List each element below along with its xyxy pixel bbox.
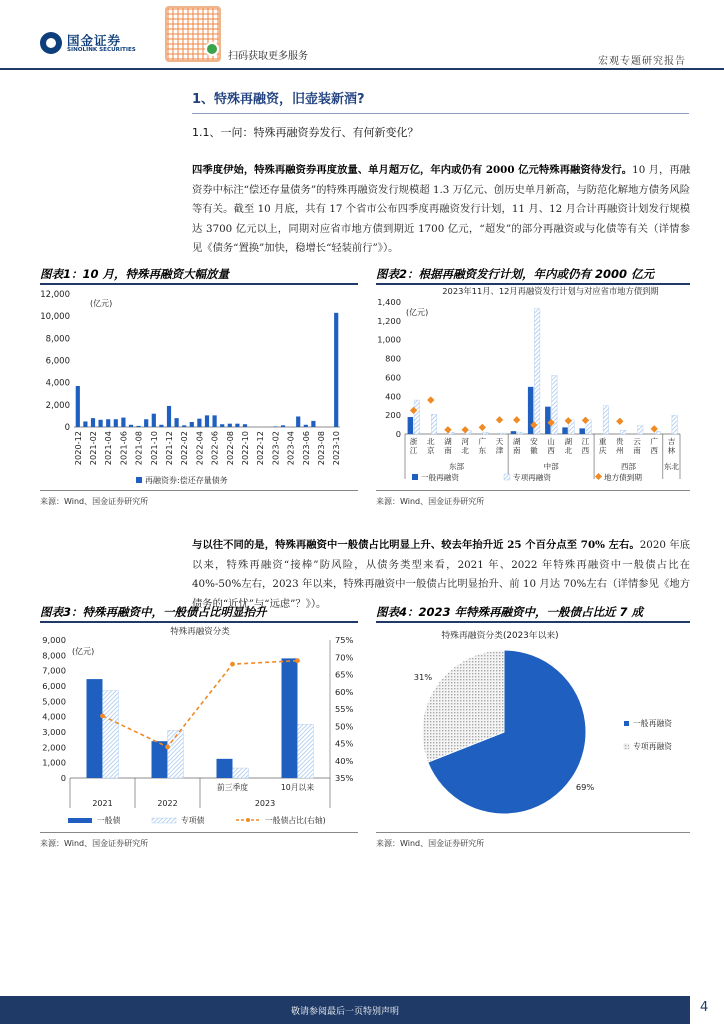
body-paragraph-2 bbox=[192, 536, 690, 614]
bar-special bbox=[534, 309, 540, 434]
report-type-label: 宏观专题研究报告 bbox=[598, 56, 686, 67]
x-tick-label: 2021-12 bbox=[164, 431, 174, 466]
y2-tick-label: 45% bbox=[335, 738, 354, 749]
bar bbox=[175, 418, 179, 427]
y-tick-label: 8,000 bbox=[42, 650, 66, 661]
legend-label: 一般债 bbox=[97, 816, 121, 825]
legend-label: 地方债到期 bbox=[604, 473, 642, 482]
bar bbox=[106, 419, 110, 427]
x-tick-label: 河 bbox=[461, 437, 469, 446]
y2-tick-label: 50% bbox=[335, 721, 354, 732]
body-paragraph-1 bbox=[192, 161, 690, 259]
subsection-title: 1.1、一问：特殊再融资券发行、有何新变化？ bbox=[192, 126, 419, 139]
bar-special bbox=[655, 431, 661, 434]
group-label: 2023 bbox=[254, 799, 276, 808]
company-logo bbox=[40, 30, 150, 56]
logo-text-en: SINOLINK SECURITIES bbox=[67, 47, 136, 53]
region-label: 东北 bbox=[663, 462, 679, 471]
x-tick-label: 西 bbox=[581, 446, 590, 455]
x-tick-label: 2022-04 bbox=[194, 431, 205, 466]
bar-general bbox=[282, 658, 298, 778]
point-general-share bbox=[165, 745, 170, 750]
bar bbox=[243, 424, 247, 427]
y-tick-label: 1,200 bbox=[377, 315, 401, 326]
section-title: 1、特殊再融资，旧壶装新酒? bbox=[192, 92, 365, 107]
y-tick-label: 4,000 bbox=[42, 711, 66, 722]
figure-3-title: 图表3：特殊再融资中，一般债占比明显抬升 bbox=[40, 605, 267, 619]
x-tick-label: 2021-08 bbox=[133, 431, 144, 466]
bar-general bbox=[545, 407, 551, 434]
y-tick-label: 6,000 bbox=[45, 356, 70, 367]
paragraph-lead: 四季度伊始，特殊再融资券再度放量、单月超万亿，年内或仍有 2000 亿元特殊再融资待发行。 bbox=[192, 164, 633, 176]
bar-special bbox=[103, 691, 119, 778]
x-tick-label: 2023-04 bbox=[285, 431, 296, 466]
bar-special bbox=[672, 415, 678, 434]
y-tick-label: 1,400 bbox=[377, 297, 401, 307]
x-tick-label: 贵 bbox=[616, 437, 624, 446]
bar-special bbox=[552, 376, 558, 434]
wechat-badge-icon bbox=[205, 42, 219, 56]
point-general-share bbox=[295, 658, 300, 663]
legend-label: 专项再融资 bbox=[633, 742, 672, 751]
page-header bbox=[0, 0, 724, 72]
y-tick-label: 9,000 bbox=[42, 635, 66, 645]
legend-label: 专项债 bbox=[181, 816, 205, 825]
y-tick-label: 0 bbox=[64, 423, 70, 433]
y-tick-label: 6,000 bbox=[42, 681, 66, 691]
point-general-share bbox=[230, 662, 235, 667]
bar bbox=[228, 424, 232, 427]
y-tick-label: 400 bbox=[385, 391, 401, 402]
bar bbox=[190, 422, 194, 427]
logo-text-cn: 国金证券 bbox=[67, 33, 122, 48]
y-tick-label: 0 bbox=[60, 773, 66, 783]
y-tick-label: 2,000 bbox=[42, 742, 66, 753]
marker-maturity bbox=[427, 396, 434, 403]
x-tick-label: 云 bbox=[633, 437, 641, 446]
x-tick-label: 2020-12 bbox=[72, 431, 83, 466]
x-tick-label: 北 bbox=[426, 437, 435, 446]
y-tick-label: 800 bbox=[385, 353, 401, 364]
bar bbox=[304, 425, 308, 427]
bar bbox=[311, 421, 315, 427]
legend-swatch-general bbox=[68, 818, 92, 823]
figure-2-bottom-rule bbox=[376, 490, 690, 491]
x-tick-label: 2023-02 bbox=[270, 431, 281, 466]
x-tick-label: 江 bbox=[581, 437, 590, 446]
bar bbox=[144, 419, 148, 427]
x-tick-label: 2022-06 bbox=[209, 431, 220, 466]
x-tick-label: 南 bbox=[512, 446, 521, 455]
x-tick-label: 东 bbox=[478, 446, 487, 455]
bar bbox=[114, 419, 118, 427]
x-tick-label: 州 bbox=[616, 446, 624, 455]
legend-swatch bbox=[136, 477, 142, 483]
bar bbox=[281, 425, 285, 427]
legend-swatch-special bbox=[504, 474, 510, 480]
bar bbox=[197, 419, 201, 427]
y-tick-label: 2,000 bbox=[45, 400, 70, 411]
paragraph-body: 2020 年底以来，特殊再融资“接棒”防风险，从债务类型来看，2021 年、2022 年特殊再融资中一般债占比在 40%-50%左右，2023 年以来，特殊再融资中一般债占比明显抬升、前 10 月达 70%左右（详情参见《地方债务的“近忧”与“远虑”？》）。 bbox=[192, 539, 690, 610]
x-tick-label: 吉 bbox=[667, 437, 676, 446]
y-axis-label: (亿元) bbox=[406, 308, 429, 317]
bar-general bbox=[408, 417, 414, 434]
bar bbox=[129, 425, 133, 427]
bar bbox=[213, 415, 217, 427]
x-tick-label: 2021-02 bbox=[88, 431, 98, 466]
bar bbox=[76, 386, 80, 427]
bar-general bbox=[87, 679, 103, 778]
x-tick-label: 庆 bbox=[598, 446, 607, 455]
bar-general bbox=[511, 431, 517, 434]
bar bbox=[99, 420, 103, 427]
section-divider bbox=[192, 113, 689, 114]
x-tick-label: 2023-08 bbox=[316, 431, 326, 466]
footer-disclaimer: 敬请参阅最后一页特别声明 bbox=[290, 1007, 399, 1017]
bar-special bbox=[483, 432, 489, 434]
y-tick-label: 1,000 bbox=[377, 334, 401, 345]
chart-1-special-refinancing-monthly bbox=[40, 284, 360, 489]
legend-label: 一般再融资 bbox=[421, 473, 459, 482]
bar-general bbox=[562, 427, 568, 434]
bar-special bbox=[448, 432, 454, 434]
group-label: 2022 bbox=[157, 799, 178, 808]
y2-tick-label: 55% bbox=[335, 704, 354, 714]
bar bbox=[152, 414, 156, 427]
legend-label: 一般再融资 bbox=[633, 719, 672, 728]
bar-special bbox=[233, 768, 249, 778]
x-tick-label: 湖 bbox=[512, 437, 521, 446]
bar-general bbox=[579, 428, 585, 434]
marker-maturity bbox=[513, 416, 520, 423]
x-tick-label: 江 bbox=[409, 446, 418, 455]
y-tick-label: 12,000 bbox=[40, 290, 70, 300]
bar bbox=[235, 424, 239, 427]
y2-tick-label: 70% bbox=[335, 652, 354, 663]
chart-title: 特殊再融资分类 bbox=[170, 627, 230, 637]
point-general-share bbox=[100, 714, 105, 719]
x-tick-label: 安 bbox=[530, 437, 538, 446]
region-label: 西部 bbox=[620, 462, 637, 471]
x-tick-label: 津 bbox=[495, 446, 504, 455]
y-tick-label: 3,000 bbox=[42, 727, 66, 737]
x-tick-label: 10月以来 bbox=[280, 783, 315, 792]
x-tick-label: 2022-02 bbox=[179, 431, 190, 466]
line-general-share bbox=[103, 661, 298, 747]
x-tick-label: 西 bbox=[650, 446, 659, 455]
y-tick-label: 8,000 bbox=[45, 334, 70, 345]
figure-3-source: 来源：Wind、国金证券研究所 bbox=[40, 839, 149, 848]
bar bbox=[167, 406, 171, 427]
y2-tick-label: 65% bbox=[335, 669, 354, 680]
header-divider bbox=[0, 68, 724, 70]
x-tick-label: 京 bbox=[426, 446, 435, 455]
group-label: 2021 bbox=[92, 799, 113, 808]
x-tick-label: 2021-04 bbox=[103, 431, 114, 466]
x-tick-label: 2023-10 bbox=[331, 431, 342, 466]
x-tick-label: 浙 bbox=[409, 437, 418, 446]
x-tick-label: 湖 bbox=[444, 437, 452, 446]
y-tick-label: 4,000 bbox=[45, 378, 70, 389]
x-tick-label: 2022-08 bbox=[224, 431, 235, 466]
legend-label: 一般债占比(右轴) bbox=[265, 816, 326, 825]
x-tick-label: 2021-10 bbox=[148, 431, 159, 466]
x-tick-label: 天 bbox=[495, 437, 504, 446]
bar-special bbox=[620, 430, 626, 434]
bar-special bbox=[431, 414, 437, 434]
x-tick-label: 西 bbox=[547, 446, 555, 455]
legend-swatch-maturity bbox=[595, 473, 602, 480]
figure-4-title: 图表4：2023 年特殊再融资中，一般债占比近 7 成 bbox=[376, 605, 644, 619]
x-tick-label: 北 bbox=[564, 446, 573, 455]
figure-4-bottom-rule bbox=[376, 832, 690, 833]
y2-tick-label: 75% bbox=[335, 635, 354, 645]
region-label: 东部 bbox=[448, 462, 465, 471]
y-tick-label: 10,000 bbox=[40, 312, 70, 323]
x-tick-label: 林 bbox=[667, 446, 676, 455]
y2-tick-label: 60% bbox=[335, 686, 354, 697]
x-tick-label: 南 bbox=[633, 446, 641, 455]
x-tick-label: 湖 bbox=[564, 437, 573, 446]
y-tick-label: 200 bbox=[385, 410, 401, 421]
y-tick-label: 1,000 bbox=[42, 757, 66, 768]
x-tick-label: 前三季度 bbox=[216, 783, 249, 792]
qr-caption: 扫码获取更多服务 bbox=[228, 51, 308, 62]
bar-special bbox=[517, 432, 523, 434]
bar bbox=[205, 415, 209, 427]
x-tick-label: 2022-12 bbox=[255, 431, 266, 466]
legend-label: 专项再融资 bbox=[513, 473, 551, 482]
bar bbox=[334, 313, 338, 427]
bar bbox=[83, 421, 87, 427]
legend-swatch-general bbox=[412, 474, 418, 480]
figure-2-source: 来源：Wind、国金证券研究所 bbox=[376, 497, 485, 506]
bar bbox=[273, 426, 277, 427]
bar bbox=[182, 425, 186, 427]
figure-4-source: 来源：Wind、国金证券研究所 bbox=[376, 839, 485, 848]
paragraph-body: 10 月，再融资券中标注“偿还存量债务”的特殊再融资发行规模超 1.3 万亿元、创历史单月新高，与防范化解地方债务风险等有关。截至 10 月底，共有 17 个省市公布四季度再融资发行计划，11 月、12 月合计再融资计划发行规模达 3700 亿元以上，同期对应省市地方债到期近 1700 亿元，“超发”的部分再融资或与化债等有关（详情参见《债务“置换”加快，稳增长“轻装前行”》）。 bbox=[192, 164, 690, 254]
bar bbox=[296, 416, 300, 427]
legend-swatch-special bbox=[152, 818, 176, 823]
x-tick-label: 广 bbox=[478, 437, 487, 446]
bar bbox=[159, 425, 163, 427]
y-tick-label: 600 bbox=[385, 372, 401, 383]
bar-special bbox=[603, 406, 609, 434]
figure-2-title: 图表2：根据再融资发行计划，年内或仍有 2000 亿元 bbox=[376, 267, 655, 281]
bar-general bbox=[152, 741, 168, 778]
x-tick-label: 重 bbox=[598, 437, 607, 446]
chart-title: 特殊再融资分类(2023年以来) bbox=[441, 631, 559, 641]
y-axis-label: (亿元) bbox=[72, 647, 95, 656]
y2-tick-label: 35% bbox=[335, 773, 354, 783]
bar bbox=[220, 424, 224, 427]
paragraph-lead: 与以往不同的是，特殊再融资中一般债占比明显上升、较去年抬升近 25 个百分点至 70% 左右。 bbox=[192, 539, 640, 551]
x-tick-label: 徽 bbox=[530, 446, 538, 455]
y-tick-label: 0 bbox=[395, 429, 401, 439]
data-label: 31% bbox=[413, 671, 433, 682]
x-tick-label: 2022-10 bbox=[240, 431, 250, 466]
bar-special bbox=[500, 433, 506, 434]
legend-swatch-special bbox=[624, 744, 629, 749]
x-tick-label: 广 bbox=[650, 437, 659, 446]
data-label: 69% bbox=[575, 782, 595, 793]
y-tick-label: 7,000 bbox=[42, 665, 66, 676]
chart-3-special-refinancing-classification bbox=[40, 622, 360, 832]
bar bbox=[121, 418, 125, 427]
x-tick-label: 北 bbox=[461, 446, 469, 455]
legend-label: 再融资券:偿还存量债务 bbox=[145, 476, 228, 485]
marker-maturity bbox=[616, 418, 623, 425]
page-number: 4 bbox=[700, 1000, 709, 1015]
marker-maturity bbox=[479, 424, 486, 431]
chart-4-classification-pie-2023 bbox=[376, 622, 690, 832]
marker-maturity bbox=[496, 416, 503, 423]
figure-1-bottom-rule bbox=[40, 490, 358, 491]
figure-1-title: 图表1：10 月，特殊再融资大幅放量 bbox=[40, 267, 230, 281]
legend-swatch-share-dot bbox=[246, 818, 250, 822]
y2-tick-label: 40% bbox=[335, 755, 354, 766]
y-axis-label: (亿元) bbox=[90, 299, 113, 308]
bar-special bbox=[638, 426, 644, 434]
legend-swatch-general bbox=[624, 721, 629, 726]
x-tick-label: 2021-06 bbox=[118, 431, 129, 466]
bar bbox=[91, 418, 95, 427]
bar-special bbox=[298, 724, 314, 778]
x-tick-label: 山 bbox=[547, 437, 555, 446]
bar bbox=[137, 426, 141, 427]
chart-title: 2023年11月、12月再融资发行计划与对应省市地方债到期 bbox=[442, 286, 659, 296]
bar-general bbox=[217, 759, 233, 778]
x-tick-label: 2023-06 bbox=[300, 431, 311, 466]
logo-mark-icon bbox=[40, 32, 62, 54]
region-label: 中部 bbox=[543, 462, 559, 471]
x-tick-label: 南 bbox=[444, 446, 452, 455]
y-tick-label: 5,000 bbox=[42, 696, 66, 707]
figure-1-source: 来源：Wind、国金证券研究所 bbox=[40, 497, 149, 506]
figure-3-bottom-rule bbox=[40, 832, 358, 833]
chart-2-refinancing-plan-by-province bbox=[372, 284, 692, 489]
bar-special bbox=[414, 400, 420, 434]
